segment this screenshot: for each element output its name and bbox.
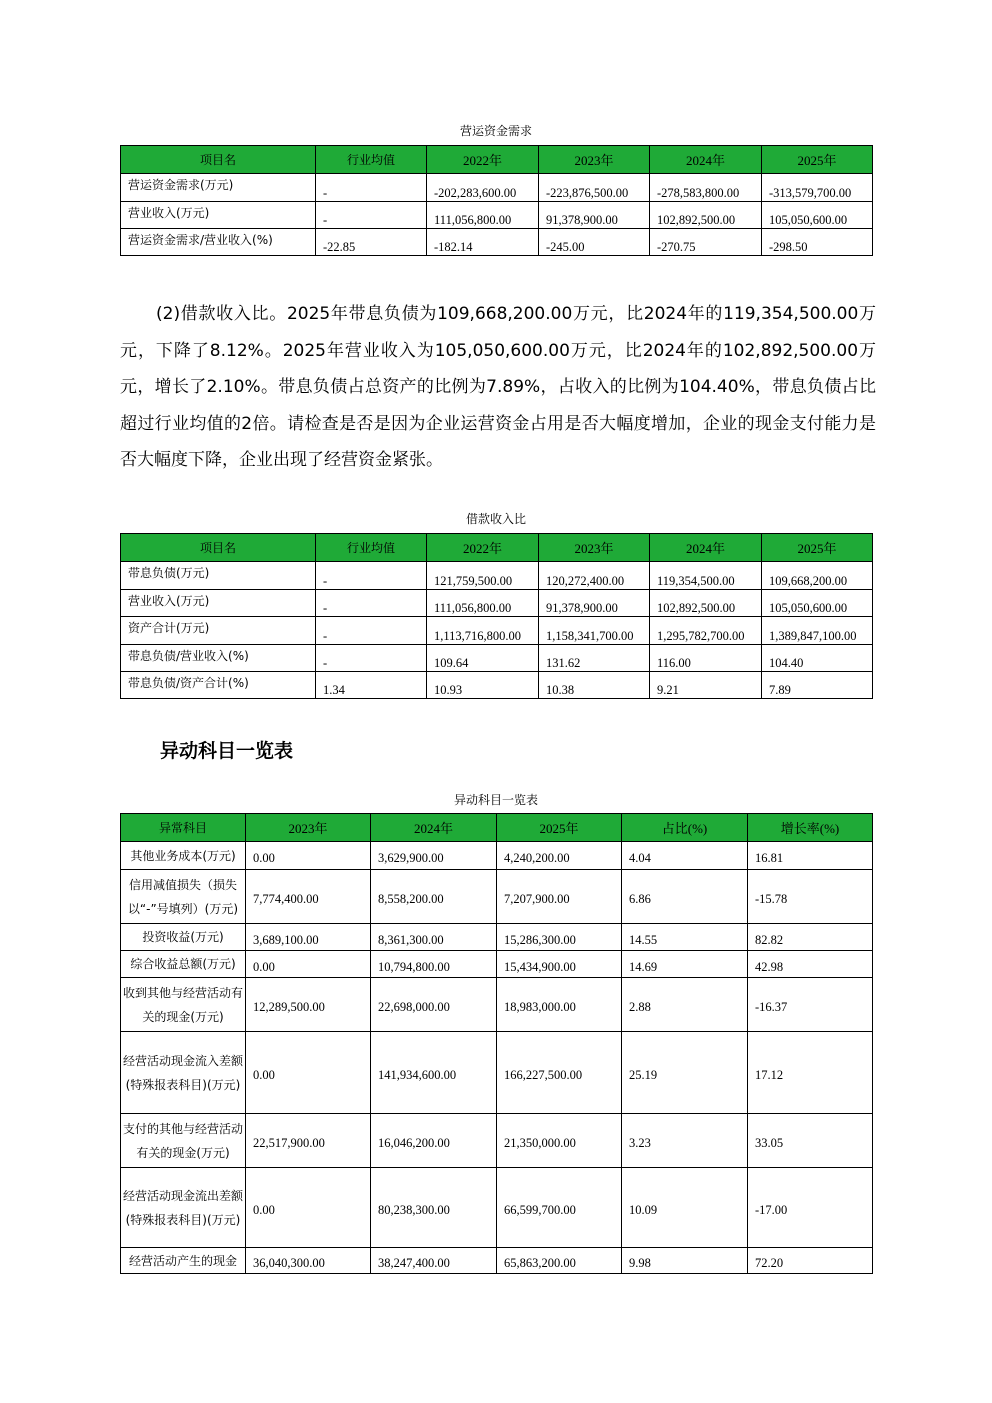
table-cell: 36,040,300.00 <box>246 1248 371 1274</box>
table-cell: -245.00 <box>539 229 650 256</box>
row-label: 经营活动产生的现金 <box>121 1248 246 1274</box>
row-label: 支付的其他与经营活动有关的现金(万元) <box>121 1114 246 1168</box>
header-industry-avg: 行业均值 <box>316 146 427 174</box>
table-cell: 104.40 <box>762 645 873 672</box>
table-cell: 8,361,300.00 <box>371 924 497 951</box>
table-cell: 10.93 <box>427 672 539 699</box>
table-cell: 6.86 <box>622 870 748 924</box>
table-cell: 105,050,600.00 <box>762 590 873 617</box>
debt-income-table <box>120 533 873 699</box>
table-cell: -16.37 <box>748 978 873 1032</box>
row-label: 信用减值损失（损失以“-”号填列）(万元) <box>121 870 246 924</box>
table-cell: 38,247,400.00 <box>371 1248 497 1274</box>
table-row <box>121 672 873 699</box>
table-cell: 1,158,341,700.00 <box>539 617 650 645</box>
header-growth-rate: 增长率(%) <box>748 814 873 842</box>
table-row <box>121 978 873 1032</box>
table-cell: 4,240,200.00 <box>497 842 622 870</box>
header-item-name: 项目名 <box>121 146 316 174</box>
table-cell: 22,517,900.00 <box>246 1114 371 1168</box>
header-2023: 2023年 <box>246 814 371 842</box>
table-cell: 18,983,000.00 <box>497 978 622 1032</box>
table-row <box>121 924 873 951</box>
table-cell: 0.00 <box>246 951 371 978</box>
header-industry-avg: 行业均值 <box>316 534 427 562</box>
table-row <box>121 645 873 672</box>
table-row <box>121 1032 873 1114</box>
row-label: 营业收入(万元) <box>121 590 316 617</box>
table-row <box>121 1114 873 1168</box>
header-2022: 2022年 <box>427 146 539 174</box>
table-cell: 7,207,900.00 <box>497 870 622 924</box>
header-2024: 2024年 <box>371 814 497 842</box>
table-row <box>121 870 873 924</box>
row-label: 经营活动现金流入差额(特殊报表科目)(万元) <box>121 1032 246 1114</box>
table-cell: 80,238,300.00 <box>371 1168 497 1248</box>
abnormal-items-table <box>120 813 873 1274</box>
header-2022: 2022年 <box>427 534 539 562</box>
table-cell: 1,389,847,100.00 <box>762 617 873 645</box>
table-cell: 8,558,200.00 <box>371 870 497 924</box>
table-row <box>121 951 873 978</box>
table-cell: 166,227,500.00 <box>497 1032 622 1114</box>
table-cell: -223,876,500.00 <box>539 174 650 202</box>
table-cell: 131.62 <box>539 645 650 672</box>
table-cell: 15,286,300.00 <box>497 924 622 951</box>
table-cell: 17.12 <box>748 1032 873 1114</box>
table-cell: 42.98 <box>748 951 873 978</box>
table-cell: 1.34 <box>316 672 427 699</box>
row-label: 营业收入(万元) <box>121 202 316 229</box>
table-cell: 22,698,000.00 <box>371 978 497 1032</box>
table-cell: -278,583,800.00 <box>650 174 762 202</box>
table-row <box>121 202 873 229</box>
table-cell: 111,056,800.00 <box>427 202 539 229</box>
table-row <box>121 590 873 617</box>
header-2023: 2023年 <box>539 534 650 562</box>
header-share: 占比(%) <box>622 814 748 842</box>
table-cell: 102,892,500.00 <box>650 202 762 229</box>
table-cell: 72.20 <box>748 1248 873 1274</box>
section-heading: 异动科目一览表 <box>160 740 294 762</box>
table-cell: 109,668,200.00 <box>762 562 873 590</box>
table-row <box>121 1168 873 1248</box>
row-label: 营运资金需求(万元) <box>121 174 316 202</box>
table-cell: 9.98 <box>622 1248 748 1274</box>
table-cell: 25.19 <box>622 1032 748 1114</box>
row-label: 带息负债/资产合计(%) <box>121 672 316 699</box>
table-cell: 10.38 <box>539 672 650 699</box>
table-cell: 109.64 <box>427 645 539 672</box>
table-cell: 15,434,900.00 <box>497 951 622 978</box>
table-cell: 16,046,200.00 <box>371 1114 497 1168</box>
header-item-name: 项目名 <box>121 534 316 562</box>
table-cell: 91,378,900.00 <box>539 590 650 617</box>
table-cell: 91,378,900.00 <box>539 202 650 229</box>
row-label: 收到其他与经营活动有关的现金(万元) <box>121 978 246 1032</box>
table-cell: 14.69 <box>622 951 748 978</box>
row-label: 投资收益(万元) <box>121 924 246 951</box>
table-row <box>121 562 873 590</box>
table-row <box>121 174 873 202</box>
table-cell: -313,579,700.00 <box>762 174 873 202</box>
table-cell: 7.89 <box>762 672 873 699</box>
table-cell: - <box>316 174 427 202</box>
row-label: 其他业务成本(万元) <box>121 842 246 870</box>
table1-caption: 营运资金需求 <box>459 124 532 138</box>
table-cell: -270.75 <box>650 229 762 256</box>
table-cell: -22.85 <box>316 229 427 256</box>
row-label: 综合收益总额(万元) <box>121 951 246 978</box>
header-2024: 2024年 <box>650 534 762 562</box>
table3-caption: 异动科目一览表 <box>453 793 538 807</box>
table-cell: 3,689,100.00 <box>246 924 371 951</box>
header-2024: 2024年 <box>650 146 762 174</box>
table-cell: - <box>316 617 427 645</box>
table-cell: -15.78 <box>748 870 873 924</box>
table-cell: 120,272,400.00 <box>539 562 650 590</box>
header-2025: 2025年 <box>762 146 873 174</box>
table-cell: 0.00 <box>246 842 371 870</box>
table-cell: 3.23 <box>622 1114 748 1168</box>
header-2025: 2025年 <box>762 534 873 562</box>
table-cell: 10.09 <box>622 1168 748 1248</box>
header-abnormal-item: 异常科目 <box>121 814 246 842</box>
table-cell: 116.00 <box>650 645 762 672</box>
table-cell: 121,759,500.00 <box>427 562 539 590</box>
table-cell: 119,354,500.00 <box>650 562 762 590</box>
table-cell: 3,629,900.00 <box>371 842 497 870</box>
table-row <box>121 1248 873 1274</box>
table-cell: 4.04 <box>622 842 748 870</box>
table-cell: 102,892,500.00 <box>650 590 762 617</box>
table-cell: 66,599,700.00 <box>497 1168 622 1248</box>
table-cell: 0.00 <box>246 1168 371 1248</box>
table-cell: -298.50 <box>762 229 873 256</box>
row-label: 带息负债(万元) <box>121 562 316 590</box>
table-cell: 9.21 <box>650 672 762 699</box>
table-cell: - <box>316 590 427 617</box>
table-cell: 12,289,500.00 <box>246 978 371 1032</box>
table-cell: 111,056,800.00 <box>427 590 539 617</box>
table-cell: 82.82 <box>748 924 873 951</box>
table-cell: 65,863,200.00 <box>497 1248 622 1274</box>
table-cell: -202,283,600.00 <box>427 174 539 202</box>
row-label: 资产合计(万元) <box>121 617 316 645</box>
table-cell: - <box>316 202 427 229</box>
row-label: 带息负债/营业收入(%) <box>121 645 316 672</box>
table-cell: 105,050,600.00 <box>762 202 873 229</box>
header-2025: 2025年 <box>497 814 622 842</box>
table-row <box>121 842 873 870</box>
table-cell: - <box>316 645 427 672</box>
table-cell: 33.05 <box>748 1114 873 1168</box>
table2-caption: 借款收入比 <box>465 512 526 526</box>
table-cell: 0.00 <box>246 1032 371 1114</box>
table-cell: - <box>316 562 427 590</box>
table-cell: 16.81 <box>748 842 873 870</box>
table-cell: 1,113,716,800.00 <box>427 617 539 645</box>
table-cell: -182.14 <box>427 229 539 256</box>
header-2023: 2023年 <box>539 146 650 174</box>
table-cell: 141,934,600.00 <box>371 1032 497 1114</box>
table-cell: 21,350,000.00 <box>497 1114 622 1168</box>
table-cell: 10,794,800.00 <box>371 951 497 978</box>
working-capital-table <box>120 145 873 256</box>
table-cell: 14.55 <box>622 924 748 951</box>
row-label: 营运资金需求/营业收入(%) <box>121 229 316 256</box>
table-cell: -17.00 <box>748 1168 873 1248</box>
table-cell: 2.88 <box>622 978 748 1032</box>
body-paragraph: (2)借款收入比。2025年带息负债为109,668,200.00万元，比2024年的119,354,500.00万元，下降了8.12%。2025年营业收入为105,050,600.00万元，比2024年的102,892,500.00万元，增长了2.10%。带息负债占总资产的比例为7.89%，占收入的比例为104.40%，带息负债占比超过行业均值的2倍。请检查是否是因为企业运营资金占用是否大幅度增加，企业的现金支付能力是否大幅度下降，企业出现了经营资金紧张。 <box>120 304 876 470</box>
table-cell: 7,774,400.00 <box>246 870 371 924</box>
table-row <box>121 617 873 645</box>
table-row <box>121 229 873 256</box>
row-label: 经营活动现金流出差额(特殊报表科目)(万元) <box>121 1168 246 1248</box>
table-cell: 1,295,782,700.00 <box>650 617 762 645</box>
